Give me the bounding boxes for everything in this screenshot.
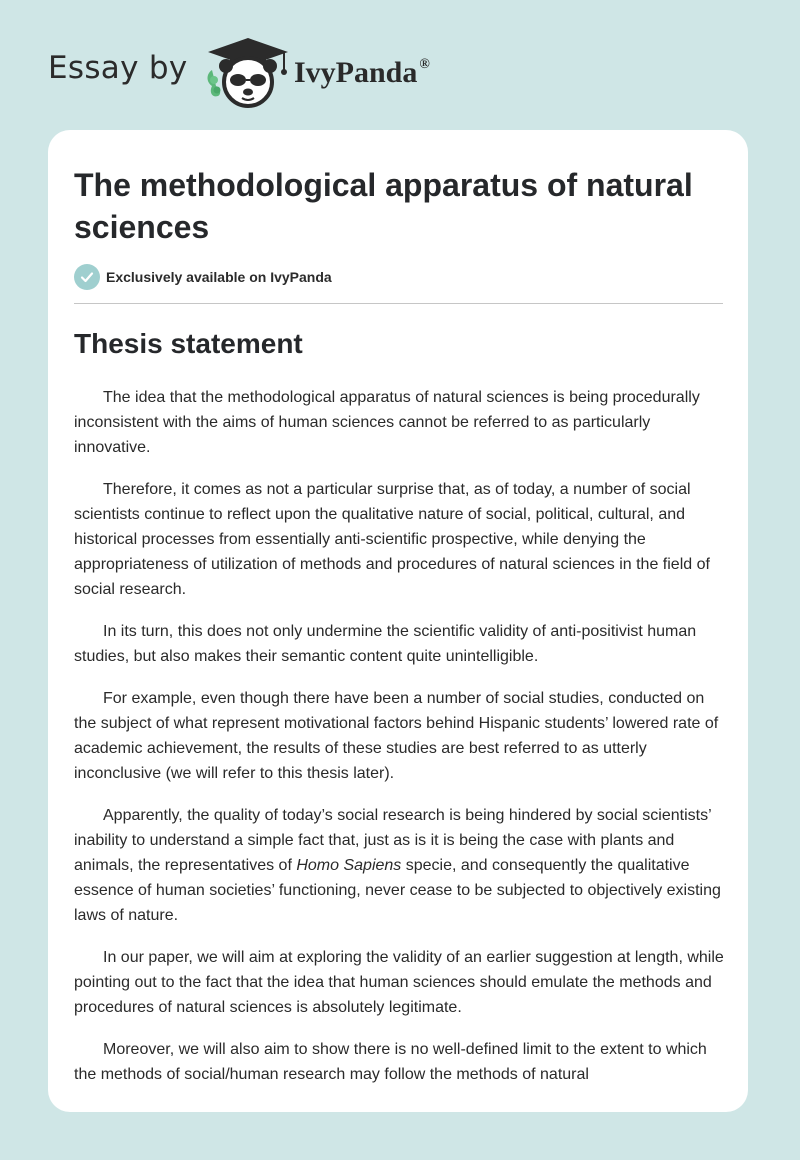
paragraph: The idea that the methodological apparatus of natural sciences is being procedurally inconsistent with the aims of human sciences cannot be referred to as particularly innovative.: [74, 389, 700, 456]
registered-mark: ®: [419, 57, 430, 72]
exclusive-label: Exclusively available on IvyPanda: [106, 269, 332, 285]
paragraph: Therefore, it comes as not a particular surprise that, as of today, a number of social scientists continue to reflect upon the qualitative nature of social, political, cultural, and historical processes from essentially anti-scientific prospective, while denying the appropriateness of utilization of methods and procedures of natural sciences in the field of social research.: [74, 481, 710, 598]
paragraph: [74, 803, 726, 928]
exclusive-badge: [74, 264, 332, 290]
site-header: [0, 0, 800, 130]
divider: [74, 303, 723, 304]
emphasis-text: Homo Sapiens: [296, 857, 402, 874]
essay-by-label: Essay by: [48, 50, 188, 86]
paragraph: In our paper, we will aim at exploring the validity of an earlier suggestion at length, while pointing out to the fact that the idea that human sciences should emulate the methods and procedures of natural sciences is absolutely legitimate.: [74, 949, 724, 1016]
page-title: The methodological apparatus of natural sciences: [74, 167, 693, 245]
essay-card: [48, 130, 748, 1112]
check-circle-icon: [74, 264, 100, 290]
panda-logo-icon[interactable]: [200, 36, 292, 110]
brand-name[interactable]: IvyPanda ®: [294, 56, 430, 89]
paragraph: For example, even though there have been a number of social studies, conducted on the subject of what represent motivational factors behind Hispanic students’ lowered rate of academic achievement, the results of these studies are best referred to as utterly inconclusive (we will refer to this thesis later).: [74, 690, 719, 782]
essay-body: [74, 385, 726, 1104]
paragraph: Moreover, we will also aim to show there is no well-defined limit to the extent to which the methods of social/human research may follow the methods of natural: [74, 1041, 707, 1083]
section-heading: Thesis statement: [74, 328, 303, 359]
paragraph-text: specie, and consequently the qualitative essence of human societies’ functioning, never cease to be subjected to objectively existing laws of nature.: [74, 857, 721, 924]
paragraph: In its turn, this does not only undermine the scientific validity of anti-positivist human studies, but also makes their semantic content quite unintelligible.: [74, 623, 697, 665]
paragraph-text: Apparently, the quality of today’s social research is being hindered by social scientists’ inability to understand a simple fact that, just as is it is being the case with plants and animals, the representatives of: [74, 807, 712, 874]
